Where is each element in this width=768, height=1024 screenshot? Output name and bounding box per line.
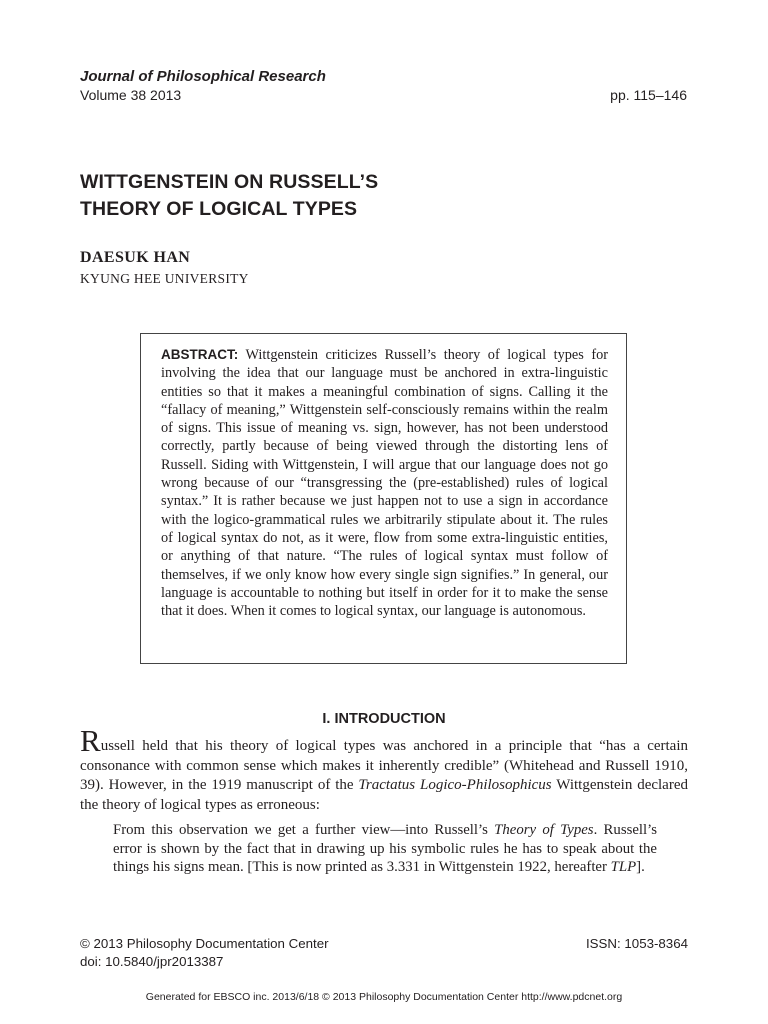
article-title xyxy=(80,169,378,223)
intro-text-part-1: ussell held that his theory of logical types was anchored in a principle that “has a certain consonance with common sense which makes it inherently credible” (Whitehead and Russell 1910, 39). However, in the 1919 manuscript of the xyxy=(80,738,688,794)
journal-name: Journal of Philosophical Research xyxy=(80,68,326,85)
section-heading: I. INTRODUCTION xyxy=(322,711,446,727)
page-range: pp. 115–146 xyxy=(610,87,687,103)
issn-number: ISSN: 1053-8364 xyxy=(585,936,688,951)
journal-volume: Volume 38 2013 xyxy=(80,87,182,103)
abstract-box xyxy=(140,333,627,664)
quote-italic-theory: Theory of Types xyxy=(494,822,594,838)
generated-notice: Generated for EBSCO inc. 2013/6/18 © 2013 Philosophy Documentation Center http://www.pdcnet.org xyxy=(145,991,623,1003)
abstract-label: ABSTRACT: xyxy=(161,347,239,362)
doi-link[interactable]: doi: 10.5840/jpr2013387 xyxy=(80,954,224,969)
article-title-line-1: WITTGENSTEIN ON RUSSELL’S xyxy=(80,171,379,193)
article-title-line-2: THEORY OF LOGICAL TYPES xyxy=(80,198,358,220)
quote-italic-tlp: TLP xyxy=(610,859,637,875)
intro-text-part-2: Wittgenstein declared the theory of logical types as erroneous: xyxy=(80,777,688,813)
quote-text-part-1: From this observation we get a further view—into Russell’s xyxy=(113,822,495,838)
author-name: DAESUK HAN xyxy=(80,249,191,266)
copyright-notice: © 2013 Philosophy Documentation Center xyxy=(80,936,329,951)
intro-paragraph xyxy=(80,723,688,815)
drop-cap: R xyxy=(80,723,101,758)
abstract-text xyxy=(161,346,608,620)
quote-text-part-3: ]. xyxy=(636,859,645,875)
quote-text-part-2: . Russell’s error is shown by the fact that in drawing up his symbolic rules he has to speak about the things his signs mean. [This is now printed as 3.331 in Wittgenstein 1922, hereafter xyxy=(113,822,657,875)
abstract-body: Wittgenstein criticizes Russell’s theory of logical types for involving the idea that our language must be anchored in extra-linguistic entities so that it makes a meaningful combination of signs. Calling it the “fallacy of meaning,” Wittgenstein self-consciously remains within the realm of signs. This issue of meaning vs. sign, however, has not been understood correctly, partly because of being viewed through the distorting lens of Russell. Siding with Wittgenstein, I will argue that our language does not go wrong because of our “transgressing the (pre-established) rules of logical syntax.” It is rather because we just happen not to use a sign in accordance with the logico-grammatical rules we arbitrarily stipulate about it. The rules of logical syntax do not, as it were, flow from some extra-linguistic entities, or anything of that nature. “The rules of logical syntax must follow of themselves, if we only know how every single sign signifies.” In general, our language is accountable to nothing but itself in order for it to make the sense that it does. When it comes to logical syntax, our language is autonomous. xyxy=(161,347,608,620)
block-quote xyxy=(113,821,657,877)
intro-work-title: Tractatus Logico-Philosophicus xyxy=(358,777,552,794)
author-affiliation: KYUNG HEE UNIVERSITY xyxy=(80,271,249,286)
